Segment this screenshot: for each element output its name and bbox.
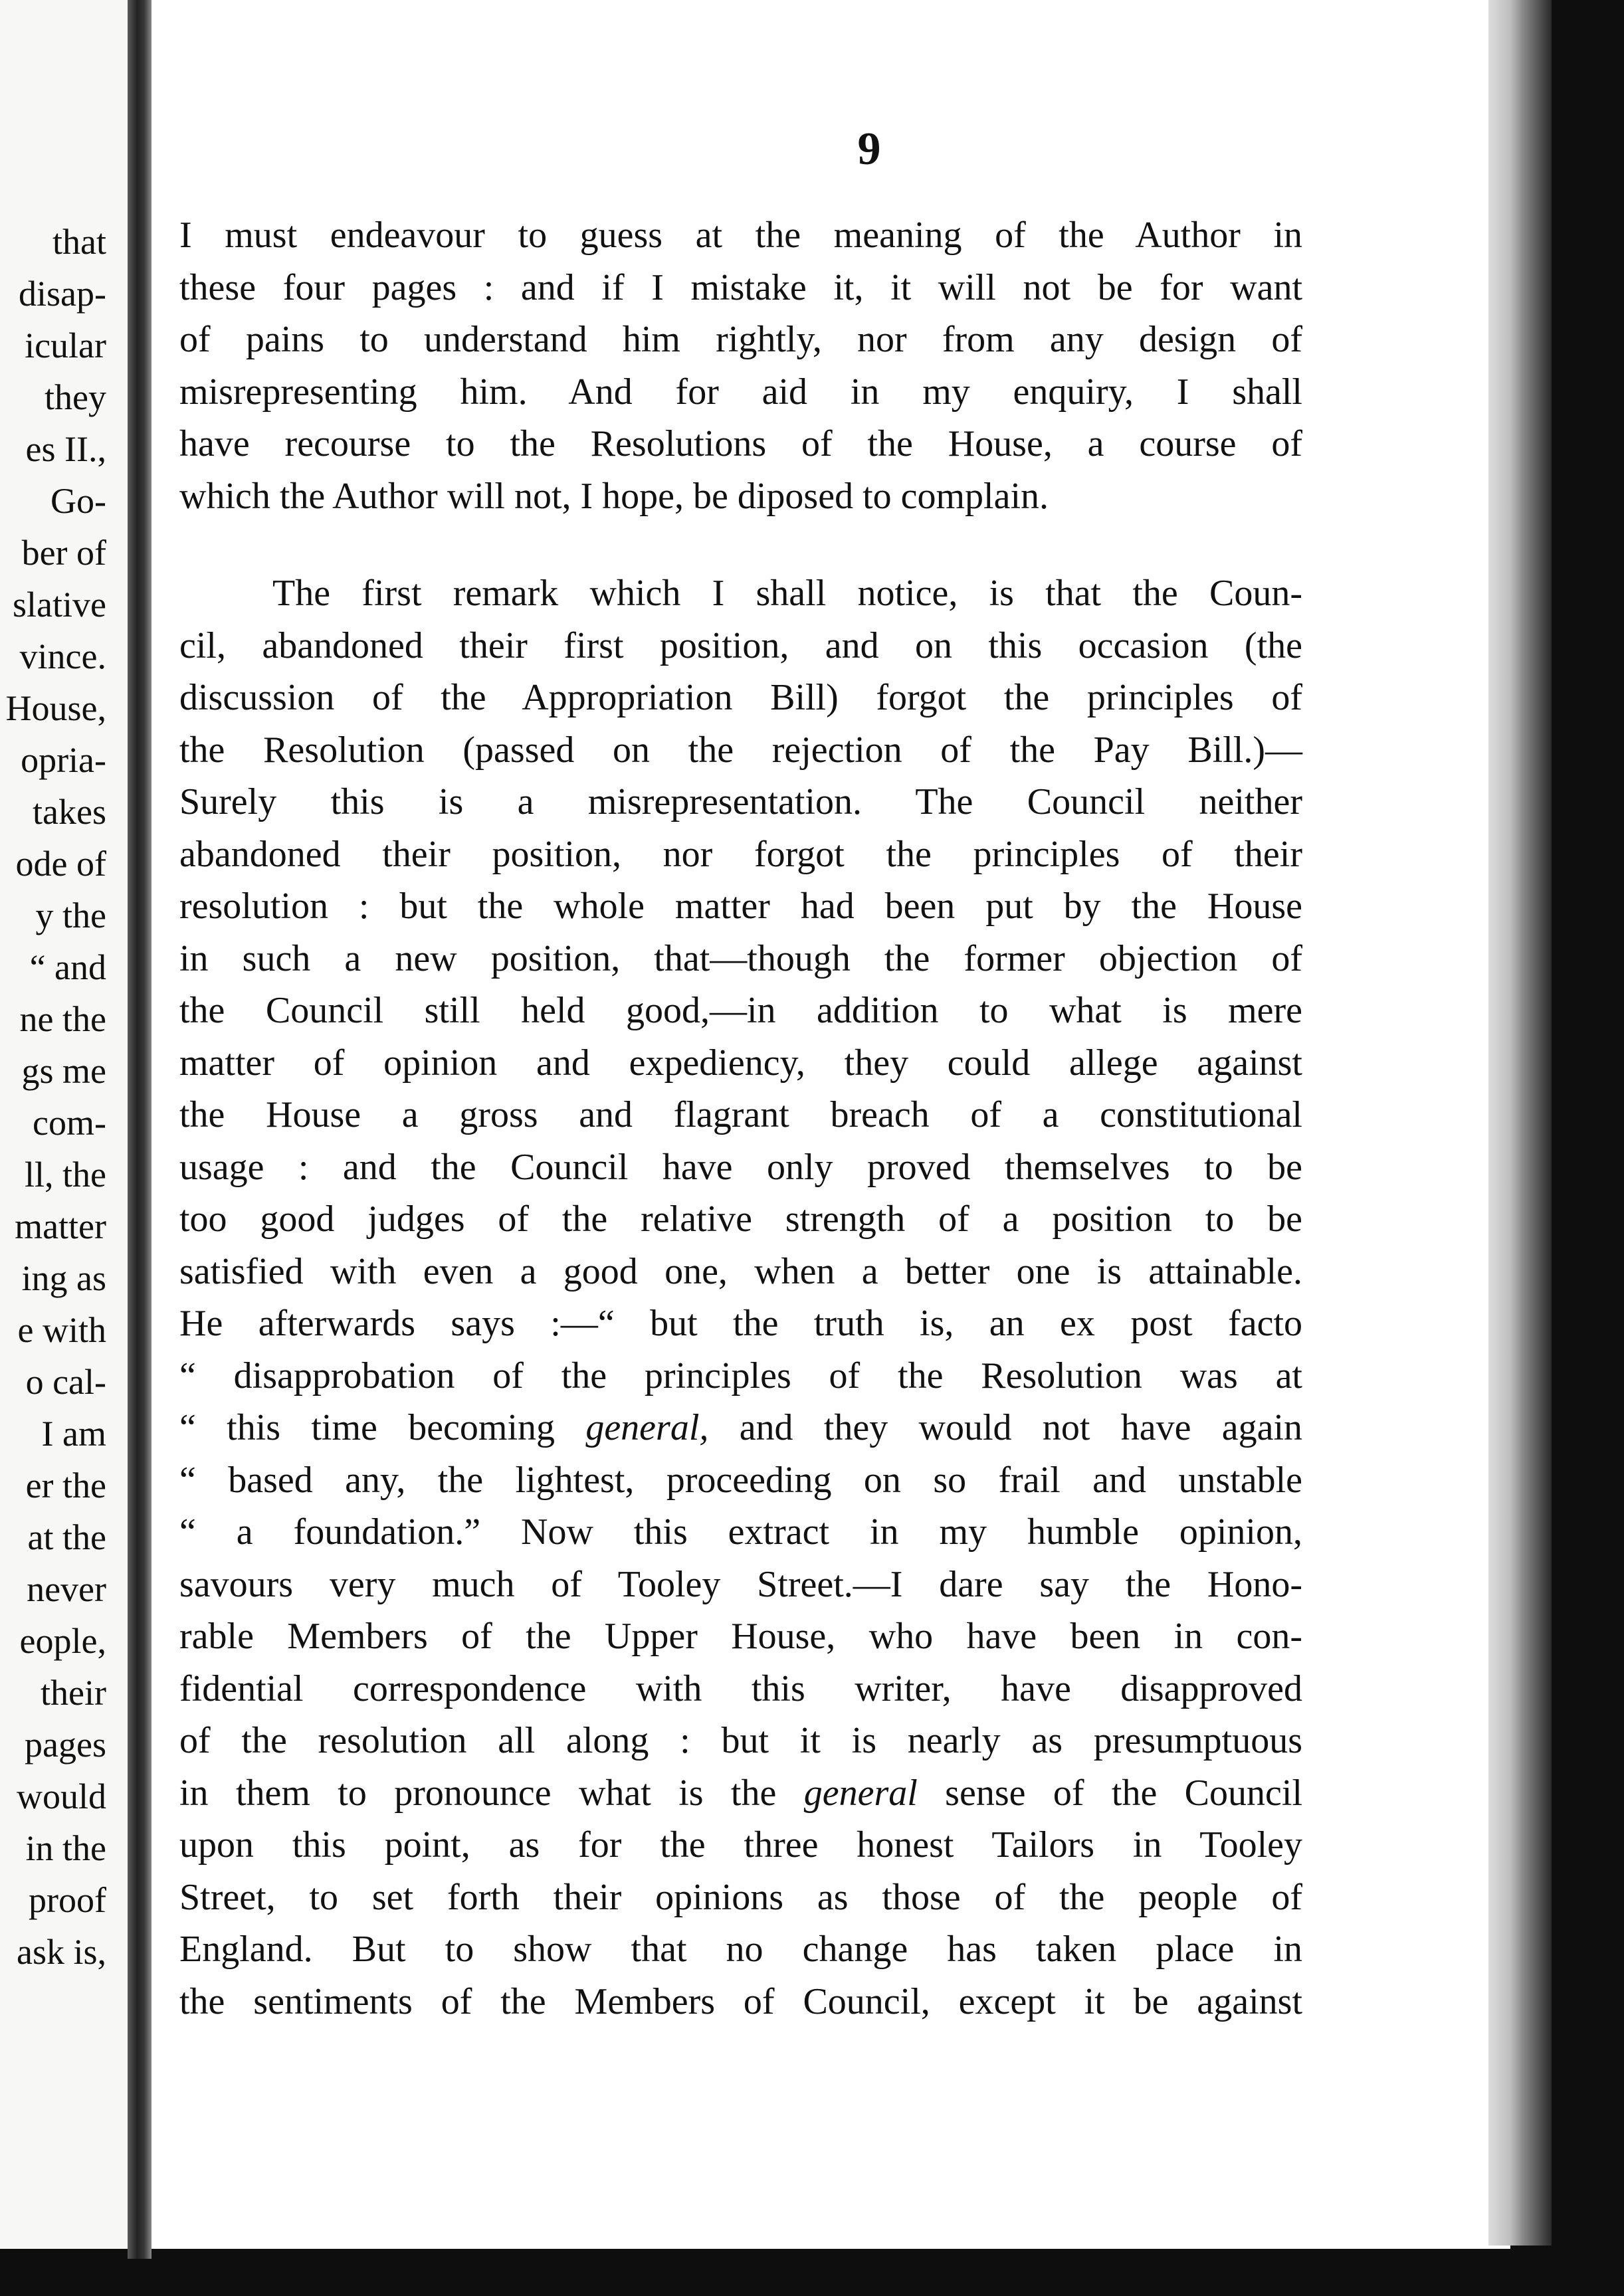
- facing-page-line: ing as: [21, 1258, 106, 1298]
- text-run: and they would not have again: [708, 1407, 1302, 1448]
- text-line: misrepresenting him. And for aid in my enquiry, I shall: [179, 371, 1302, 413]
- text-line: rable Members of the Upper House, who have been in con-: [179, 1616, 1302, 1657]
- text-line: usage : and the Council have only proved themselves to be: [179, 1146, 1302, 1188]
- text-line: He afterwards says :—“ but the truth is, an ex post facto: [179, 1303, 1302, 1344]
- text-line: too good judges of the relative strength of a position to be: [179, 1198, 1302, 1240]
- facing-page-line: er the: [25, 1466, 106, 1505]
- text-run: in them to pronounce what is the: [179, 1772, 804, 1814]
- facing-page-line: es II.,: [25, 429, 106, 469]
- text-line: “ based any, the lightest, proceeding on so frail and unstable: [179, 1459, 1302, 1501]
- text-line: cil, abandoned their first position, and on this occasion (the: [179, 624, 1302, 666]
- text-line: “ a foundation.” Now this extract in my humble opinion,: [179, 1511, 1302, 1553]
- facing-page-line: gs me: [21, 1051, 106, 1091]
- facing-page-line: matter: [15, 1206, 106, 1246]
- facing-page-line: vince.: [19, 636, 106, 676]
- text-line: matter of opinion and expediency, they could allege against: [179, 1042, 1302, 1084]
- facing-page-text: [0, 216, 126, 1978]
- text-line: these four pages : and if I mistake it, it will not be for want: [179, 266, 1302, 308]
- text-line: in such a new position, that—though the former objection of: [179, 937, 1302, 979]
- paragraph: [179, 209, 1302, 522]
- facing-page-line: Go-: [51, 481, 106, 521]
- page-edge: [1488, 0, 1552, 2246]
- facing-page-line: I am: [41, 1414, 106, 1454]
- text-line: fidential correspondence with this writer, have disapproved: [179, 1668, 1302, 1709]
- facing-page-line: opria-: [21, 740, 106, 780]
- body-text: [179, 209, 1302, 2028]
- text-line: the Council still held good,—in addition to what is mere: [179, 990, 1302, 1031]
- facing-page-line: disap-: [19, 274, 106, 314]
- text-line: the sentiments of the Members of Council, except it be against: [179, 1980, 1302, 2022]
- book-gutter: [128, 0, 152, 2259]
- text-run: sense of the Council: [917, 1772, 1302, 1814]
- facing-page-line: ll, the: [25, 1155, 106, 1195]
- text-line: Street, to set forth their opinions as those of the people of: [179, 1876, 1302, 1918]
- facing-page-line: would: [17, 1776, 106, 1816]
- text-line: satisfied with even a good one, when a better one is attainable.: [179, 1250, 1302, 1292]
- facing-page-line: takes: [33, 792, 106, 832]
- facing-page-line: ne the: [19, 999, 106, 1039]
- text-run: “ this time becoming: [179, 1407, 586, 1448]
- text-line: savours very much of Tooley Street.—I dare say the Hono-: [179, 1563, 1302, 1605]
- text-line: discussion of the Appropriation Bill) forgot the principles of: [179, 677, 1302, 718]
- facing-page-line: pages: [25, 1725, 106, 1765]
- text-line: of the resolution all along : but it is nearly as presumptuous: [179, 1720, 1302, 1761]
- facing-page-line: that: [52, 222, 106, 262]
- facing-page-line: proof: [29, 1880, 106, 1920]
- text-line: upon this point, as for the three honest Tailors in Tooley: [179, 1824, 1302, 1866]
- page-number: 9: [857, 124, 881, 175]
- facing-page-line: “ and: [29, 947, 106, 987]
- text-line: have recourse to the Resolutions of the House, a course of: [179, 423, 1302, 464]
- text-line: which the Author will not, I hope, be diposed to complain.: [179, 475, 1049, 517]
- paragraph: [179, 567, 1302, 2028]
- facing-page-line: slative: [13, 585, 106, 624]
- facing-page-line: ask is,: [17, 1932, 106, 1972]
- facing-page-line: icular: [25, 326, 106, 365]
- text-line: [179, 1767, 1302, 1820]
- italic-emphasis: general,: [585, 1407, 709, 1448]
- facing-page-line: at the: [27, 1517, 106, 1557]
- text-line: of pains to understand him rightly, nor from any design of: [179, 319, 1302, 360]
- facing-page-line: they: [45, 377, 106, 417]
- facing-page-line: eople,: [19, 1621, 106, 1661]
- text-line: England. But to show that no change has taken place in: [179, 1929, 1302, 1970]
- facing-page-line: com-: [33, 1103, 106, 1143]
- text-line: the Resolution (passed on the rejection of the Pay Bill.)—: [179, 729, 1302, 771]
- facing-page-line: o cal-: [25, 1362, 106, 1402]
- facing-page-line: ber of: [21, 533, 106, 573]
- text-line: The first remark which I shall notice, is that the Coun-: [272, 573, 1302, 614]
- text-line: [179, 1402, 1302, 1454]
- text-line: Surely this is a misrepresentation. The Council neither: [179, 781, 1302, 822]
- facing-page-line: in the: [25, 1828, 106, 1868]
- facing-page-line: e with: [17, 1310, 106, 1350]
- facing-page-line: never: [27, 1569, 106, 1609]
- text-line: the House a gross and flagrant breach of a constitutional: [179, 1094, 1302, 1135]
- text-line: resolution : but the whole matter had been put by the House: [179, 886, 1302, 927]
- facing-page-line: House,: [5, 688, 106, 728]
- text-line: “ disapprobation of the principles of the Resolution was at: [179, 1355, 1302, 1396]
- facing-page-line: y the: [35, 896, 106, 935]
- facing-page-line: their: [41, 1673, 106, 1713]
- text-line: abandoned their position, nor forgot the principles of their: [179, 833, 1302, 875]
- italic-emphasis: general: [803, 1772, 918, 1814]
- text-line: I must endeavour to guess at the meaning of the Author in: [179, 215, 1302, 256]
- facing-page: [0, 0, 130, 2249]
- facing-page-line: ode of: [15, 844, 106, 884]
